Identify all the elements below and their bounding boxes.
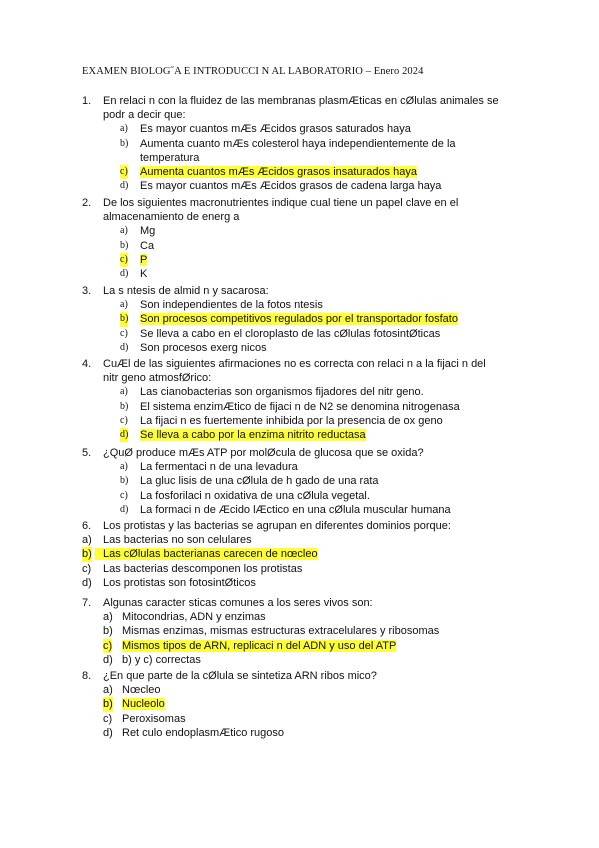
question-text: De los siguientes macronutrientes indique cual tiene un papel clave en el almacenamiento de energ a — [103, 197, 459, 224]
option-d: d) b) y c) correctas — [103, 653, 201, 666]
option-d: d) La formaci n de Æcido lÆctico en una cØlula muscular humana — [120, 503, 451, 516]
option-b: b) Aumenta cuanto mÆs colesterol haya independientemente de la temperatura — [120, 137, 456, 164]
option-d: d) Ret culo endoplasmÆtico rugoso — [103, 726, 285, 739]
option-a: a) Las cianobacterias son organismos fijadores del nitr geno. — [120, 386, 424, 399]
option-b: b) El sistema enzimÆtico de fijaci n de N2 se denomina nitrogenasa — [120, 400, 460, 413]
question-number: 1. — [82, 95, 92, 107]
question-text: ¿En que parte de la cØlula se sintetiza ARN ribos mico? — [103, 670, 377, 682]
option-d: d) K — [120, 268, 148, 281]
option-b: b) Mismas enzimas, mismas estructuras extracelulares y ribosomas — [103, 625, 440, 638]
question-5 — [82, 446, 512, 517]
option-d-highlighted: d) Se lleva a cabo por la enzima nitrito reductasa — [120, 429, 366, 442]
question-2 — [82, 196, 512, 281]
question-number: 7. — [82, 597, 92, 609]
question-number: 4. — [82, 358, 92, 370]
option-a: a) Es mayor cuantos mÆs Æcidos grasos saturados haya — [120, 123, 411, 136]
question-8 — [82, 669, 512, 740]
question-3 — [82, 284, 512, 355]
option-b: b) Ca — [120, 239, 155, 252]
option-c-highlighted: c) P — [120, 253, 148, 266]
option-b-highlighted: b) Las cØlulas bacterianas carecen de nœcleo — [82, 548, 318, 561]
question-text: La s ntesis de almid n y sacarosa: — [103, 285, 269, 297]
option-d: d) Los protistas son fotosintØticos — [82, 576, 256, 589]
option-c: c) La fosforilaci n oxidativa de una cØlula vegetal. — [120, 489, 370, 502]
option-a: a) Mg — [120, 225, 156, 238]
option-c: c) Peroxisomas — [103, 712, 186, 725]
question-text: ¿QuØ produce mÆs ATP por molØcula de glucosa que se oxida? — [103, 447, 424, 459]
question-text: En relaci n con la fluidez de las membranas plasmÆticas en cØlulas animales se podr a decir que: — [103, 95, 499, 122]
question-number: 3. — [82, 285, 92, 297]
option-a: a) Nœcleo — [103, 684, 161, 697]
question-1 — [82, 94, 512, 193]
question-number: 5. — [82, 447, 92, 459]
question-4 — [82, 357, 512, 442]
question-number: 8. — [82, 670, 92, 682]
exam-title: EXAMEN BIOLOG˝A E INTRODUCCI N AL LABORATORIO – Enero 2024 — [82, 66, 424, 77]
question-text: CuÆl de las siguientes afirmaciones no es correcta con relaci n a la fijaci n del nitr geno atmosfØrico: — [103, 358, 486, 385]
option-c-highlighted: c) Mismos tipos de ARN, replicaci n del ADN y uso del ATP — [103, 639, 397, 652]
option-a: a) La fermentaci n de una levadura — [120, 461, 298, 474]
question-6 — [82, 519, 512, 590]
question-text: Los protistas y las bacterias se agrupan en diferentes dominios porque: — [103, 520, 451, 532]
option-b: b) La gluc lisis de una cØlula de h gado de una rata — [120, 475, 379, 488]
option-c-highlighted: c) Aumenta cuantos mÆs Æcidos grasos insaturados haya — [120, 166, 417, 179]
question-number: 6. — [82, 520, 92, 532]
question-number: 2. — [82, 197, 92, 209]
option-a: a) Son independientes de la fotos ntesis — [120, 299, 323, 312]
option-d: d) Son procesos exerg nicos — [120, 341, 267, 354]
option-c: c) La fijaci n es fuertemente inhibida por la presencia de ox geno — [120, 414, 443, 427]
question-7 — [82, 596, 512, 667]
option-b-highlighted: b) Son procesos competitivos regulados por el transportador fosfato — [120, 313, 458, 326]
option-c: c) Se lleva a cabo en el cloroplasto de las cØlulas fotosintØticas — [120, 327, 441, 340]
option-c: c) Las bacterias descomponen los protistas — [82, 562, 303, 575]
question-text: Algunas caracter sticas comunes a los seres vivos son: — [103, 597, 373, 609]
option-b-highlighted: b) Nucleolo — [103, 698, 165, 711]
option-a: a) Mitocondrias, ADN y enzimas — [103, 611, 266, 624]
option-d: d) Es mayor cuantos mÆs Æcidos grasos de cadena larga haya — [120, 180, 442, 193]
option-a: a) Las bacterias no son celulares — [82, 534, 252, 547]
